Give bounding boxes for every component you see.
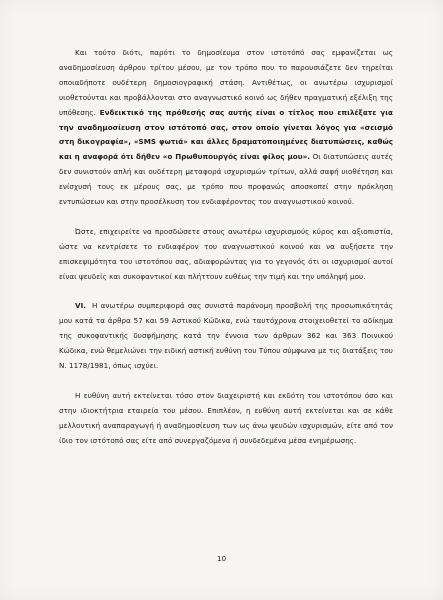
paragraph-1-text-2: Οι διατυπώσεις αυτές δεν συνιστούν απλή και ουδέτερη μεταφορά ισχυρισμών τρίτων, αλλά σαφή υιοθέτηση και ενίσχυσή τους εκ μέρους σας, με τρόπο που προφανώς αποσκοπεί στην πρόκληση εντυπώσεων και στην προσέλκυση του ενδιαφέροντος του αναγνωστικού κοινού. (59, 152, 393, 207)
paragraph-2-text: Ώστε, επιχειρείτε να προσδώσετε στους ανωτέρω ισχυρισμούς κύρος και αξιοπιστία, ώστε να κεντρίσετε το ενδιαφέρον του αναγνωστικού κοινού και να αυξήσετε την επισκεψιμότητα του ιστοτόπου σας, αδιαφορώντας για το γεγονός ότι οι ισχυρισμοί αυτοί είναι ψευδείς και συκοφαντικοί και πλήττουν ευθέως την τιμή και την υπόληψή μου. (59, 226, 393, 281)
paragraph-3 (59, 299, 393, 374)
paragraph-2 (59, 225, 393, 285)
document-body (59, 46, 393, 448)
paragraph-4-text: Η ευθύνη αυτή εκτείνεται τόσο στον διαχειριστή και εκδότη του ιστοτόπου όσο και στην ιδιοκτήτρια εταιρεία του μέσου. Επιπλέον, η ευθύνη αυτή εκτείνεται και σε κάθε μελλοντική αναπαραγωγή ή αναδημοσίευση των ως άνω ψευδών ισχυρισμών, είτε από τον ίδιο τον ιστότοπό σας είτε από συνεργαζόμενα ή συνδεδεμένα μέσα ενημέρωσης. (59, 390, 393, 445)
paragraph-4 (59, 389, 393, 449)
paragraph-3-text: Η ανωτέρω συμπεριφορά σας συνιστά παράνομη προσβολή της προσωπικότητάς μου κατά τα άρθρα 57 και 59 Αστικού Κώδικα, ενώ ταυτόχρονα στοιχειοθετεί το αδίκημα της συκοφαντικής δυσφήμησης κατά την έννοια των άρθρων 362 και 363 Ποινικού Κώδικα, ενώ θεμελιώνει την ειδική αστική ευθύνη του Τύπου σύμφωνα με τις διατάξεις του Ν. 1178/1981, όπως ισχύει. (59, 301, 393, 370)
paragraph-1-text-1: Και τούτο διότι, παρότι το δημοσίευμα στον ιστοτόπό σας εμφανίζεται ως αναδημοσίευση άρθρου τρίτου μέσου, με τον τρόπο που το παρουσιάζετε δεν τηρείται οποιαδήποτε ουδέτερη δημοσιογραφική στάση. Αντιθέτως, οι ανωτέρω ισχυρισμοί υιοθετούνται και προβάλλονται στο αναγνωστικό κοινό ως δήθεν πραγματική εξέλιξη της υπόθεσης. (59, 48, 393, 117)
section-number: VI. (75, 301, 87, 311)
paragraph-1-emphasis: Ενδεικτικό της πρόθεσής σας αυτής είναι ο τίτλος που επιλέξατε για την αναδημοσίευση στον ιστότοπό σας, στον οποίο γίνεται λόγος για «σεισμό στη δικογραφία», «SMS φωτιά» και άλλες δραματοποιημένες διατυπώσεις, καθώς και η αναφορά ότι δήθεν «ο Πρωθυπουργός είναι φίλος μου». (59, 107, 393, 162)
paragraph-1 (59, 46, 393, 210)
page-number: 10 (216, 554, 227, 563)
